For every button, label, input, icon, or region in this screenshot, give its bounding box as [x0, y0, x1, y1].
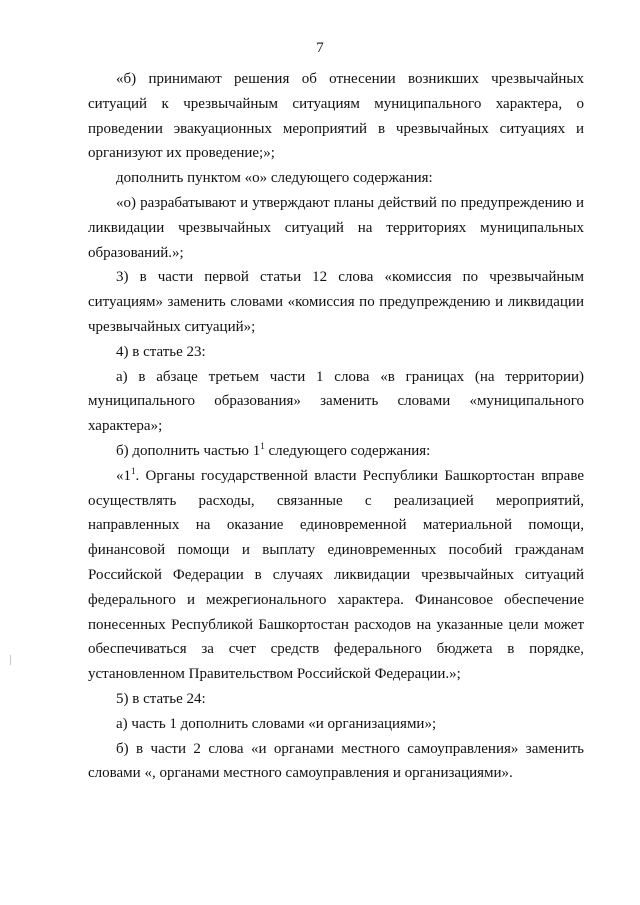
document-body [88, 67, 584, 786]
paragraph-part-1-1-text: . Органы государственной власти Республики Башкортостан вправе осуществлять расходы, связанные с реализацией мероприятий, направленных на оказание единовременной материальной помощи, финансовой помощи и выплату единовременных пособий гражданам Российской Федерации в случаях ликвидации чрезвычайных ситуаций федерального и межрегионального характера. Финансовое обеспечение понесенных Республикой Башкортостан расходов на указанные цели может обеспечиваться за счет средств федерального бюджета в порядке, установленном Правительством Российской Федерации.»; [88, 467, 584, 683]
paragraph-b-decisions: «б) принимают решения об отнесении возникших чрезвычайных ситуаций к чрезвычайным ситуациям муниципального характера, о проведении эвакуационных мероприятий в чрезвычайных ситуациях и организуют их проведение;»; [88, 71, 584, 162]
paragraph-point-o: «о) разрабатывают и утверждают планы действий по предупреждению и ликвидации чрезвычайных ситуаций на территориях муниципальных образований.»; [88, 194, 584, 261]
paragraph-part-1-1 [88, 464, 584, 687]
paragraph-add-point-o: дополнить пунктом «о» следующего содержания: [116, 170, 433, 187]
paragraph-part-1-1-start: «1 [116, 467, 131, 484]
margin-scan-mark [10, 655, 11, 665]
paragraph-item-4b-text: б) дополнить частью 1 [116, 442, 261, 459]
paragraph-item-4: 4) в статье 23: [116, 343, 206, 360]
paragraph-item-5a: а) часть 1 дополнить словами «и организациями»; [116, 715, 437, 732]
paragraph-item-5b: б) в части 2 слова «и органами местного самоуправления» заменить словами «, органами местного самоуправления и организациями». [88, 740, 584, 782]
paragraph-item-5: 5) в статье 24: [116, 690, 206, 707]
paragraph-item-4b [88, 439, 584, 464]
paragraph-item-3: 3) в части первой статьи 12 слова «комиссия по чрезвычайным ситуациям» заменить словами «комиссия по предупреждению и ликвидации чрезвычайных ситуаций»; [88, 269, 584, 335]
paragraph-item-4a: а) в абзаце третьем части 1 слова «в границах (на территории) муниципального образования» заменить словами «муниципального характера»; [88, 368, 584, 435]
page-number: 7 [316, 40, 324, 56]
superscript: 1 [131, 465, 136, 476]
paragraph-item-4b-text-end: следующего содержания: [264, 442, 431, 459]
superscript: 1 [260, 440, 265, 451]
